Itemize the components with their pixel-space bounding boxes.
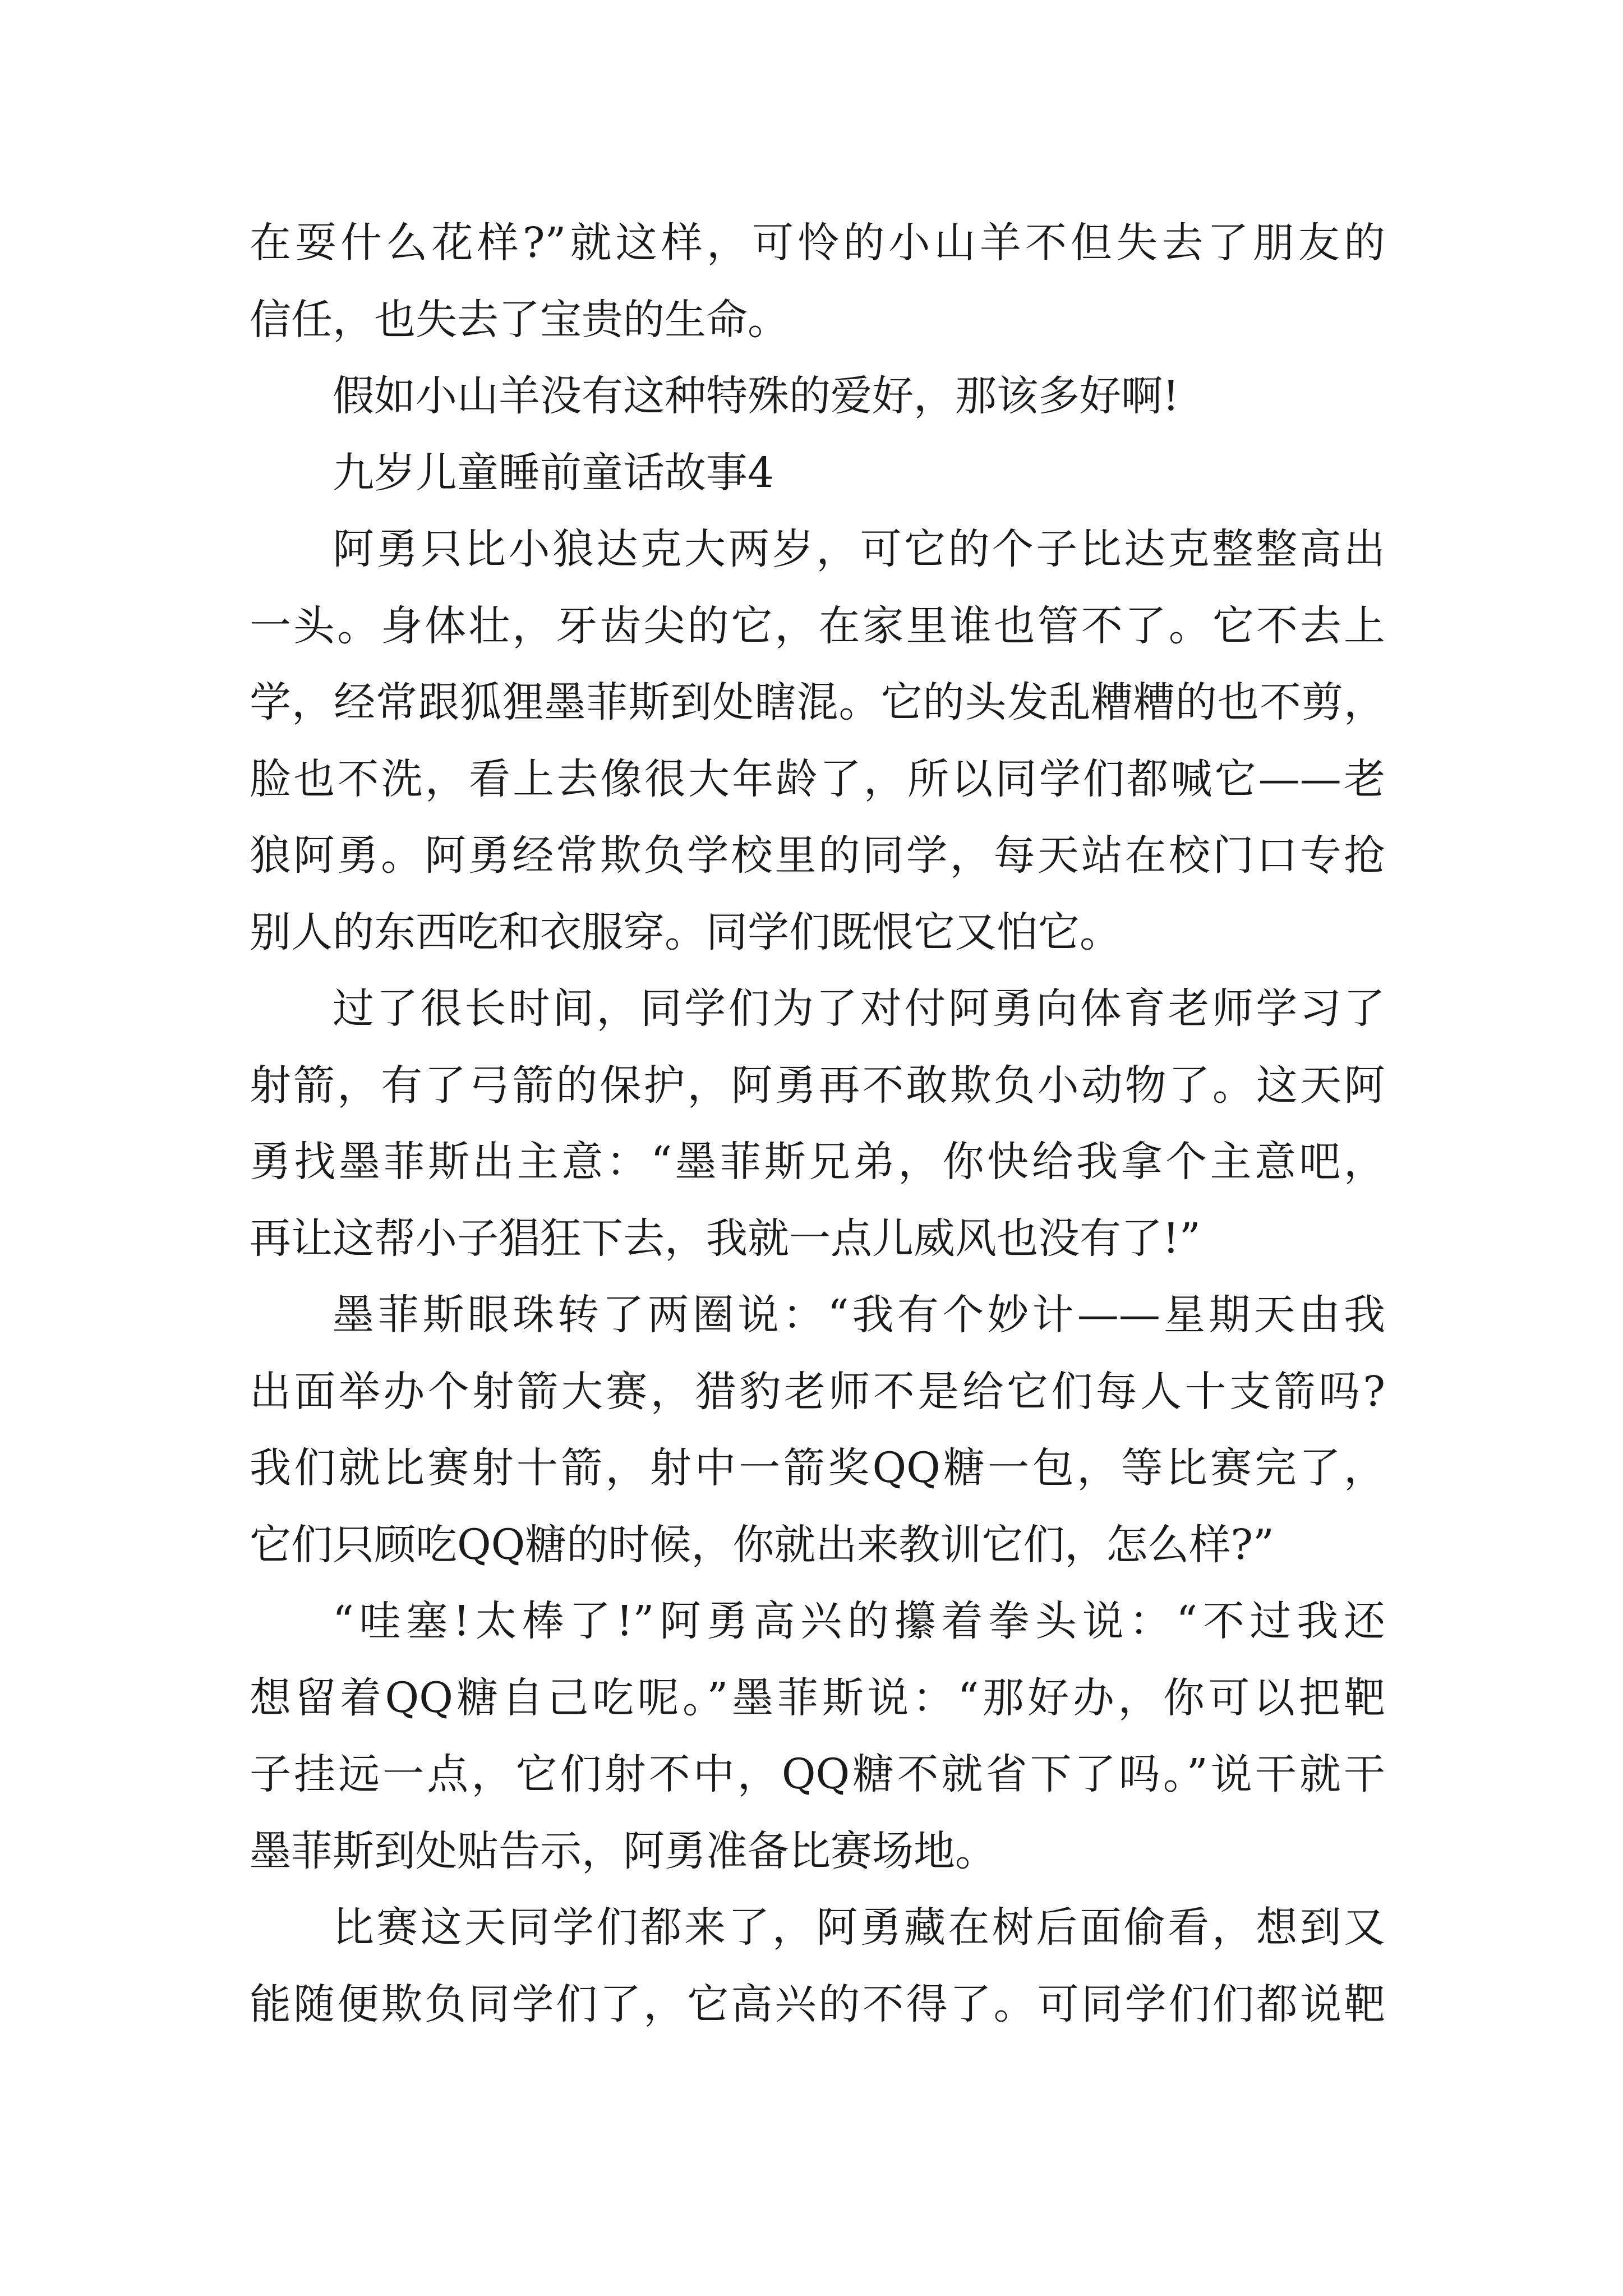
text-line: 它们只顾吃QQ糖的时候，你就出来教训它们，怎么样?” [250, 1520, 1274, 1569]
text-line: 墨菲斯到处贴告示，阿勇准备比赛场地。 [250, 1826, 997, 1875]
text-line: 学，经常跟狐狸墨菲斯到处瞎混。它的头发乱糟糟的也不剪， [250, 678, 1385, 726]
text-line: 别人的东西吃和衣服穿。同学们既恨它又怕它。 [250, 908, 1121, 956]
text-line: 墨菲斯眼珠转了两圈说：“我有个妙计——星期天由我 [333, 1291, 1385, 1339]
text-line: 勇找墨菲斯出主意：“墨菲斯兄弟，你快给我拿个主意吧， [250, 1138, 1385, 1186]
text-line: 能随便欺负同学们了，它高兴的不得了。可同学们们都说靶 [250, 1980, 1385, 2028]
text-line: 想留着QQ糖自己吃呢。”墨菲斯说：“那好办，你可以把靶 [250, 1673, 1385, 1722]
text-line: 我们就比赛射十箭，射中一箭奖QQ糖一包，等比赛完了， [250, 1444, 1385, 1492]
text-line: 在耍什么花样?”就这样，可怜的小山羊不但失去了朋友的 [250, 219, 1385, 267]
text-line: 出面举办个射箭大赛，猎豹老师不是给它们每人十支箭吗? [250, 1367, 1385, 1416]
text-line: “哇塞!太棒了!”阿勇高兴的攥着拳头说：“不过我还 [333, 1597, 1385, 1645]
text-line: 射箭，有了弓箭的保护，阿勇再不敢欺负小动物了。这天阿 [250, 1061, 1385, 1110]
text-line: 子挂远一点，它们射不中，QQ糖不就省下了吗。”说干就干 [250, 1750, 1385, 1798]
text-line: 过了很长时间，同学们为了对付阿勇向体育老师学习了 [333, 984, 1385, 1033]
text-line: 狼阿勇。阿勇经常欺负学校里的同学，每天站在校门口专抢 [250, 831, 1385, 880]
story-heading: 九岁儿童睡前童话故事4 [333, 448, 774, 497]
text-line: 阿勇只比小狼达克大两岁，可它的个子比达克整整高出 [333, 525, 1385, 573]
text-line: 一头。身体壮，牙齿尖的它，在家里谁也管不了。它不去上 [250, 601, 1385, 650]
text-line: 脸也不洗，看上去像很大年龄了，所以同学们都喊它——老 [250, 754, 1385, 803]
text-body [250, 205, 1385, 2042]
text-line: 假如小山羊没有这种特殊的爱好，那该多好啊! [333, 372, 1179, 420]
text-line: 再让这帮小子猖狂下去，我就一点儿威风也没有了!” [250, 1214, 1201, 1263]
text-line: 比赛这天同学们都来了，阿勇藏在树后面偷看，想到又 [333, 1903, 1385, 1952]
text-line: 信任，也失去了宝贵的生命。 [250, 295, 789, 344]
